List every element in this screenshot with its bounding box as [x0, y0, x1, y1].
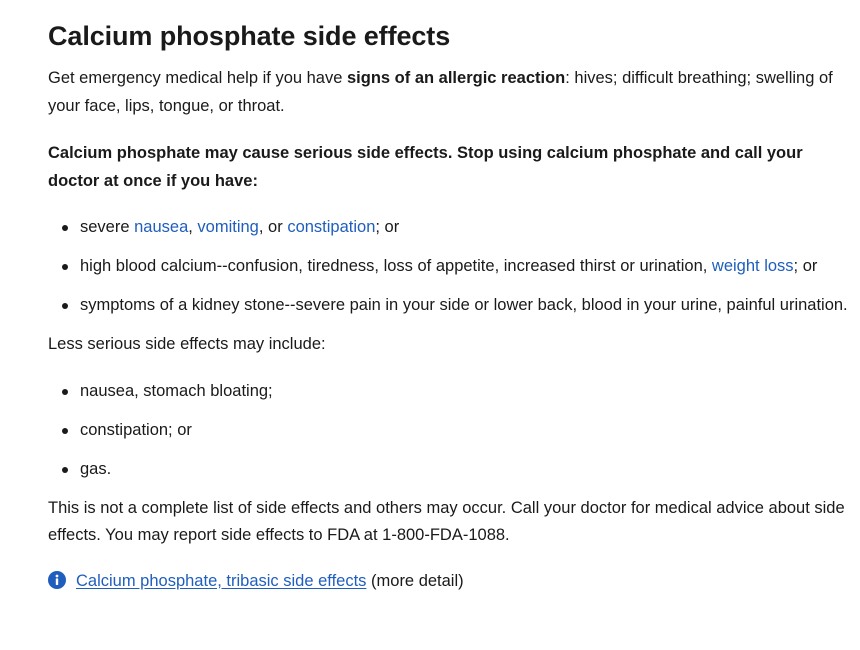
- item-text: severe: [80, 218, 135, 236]
- nausea-link[interactable]: nausea: [134, 218, 189, 236]
- less-serious-intro: Less serious side effects may include:: [48, 335, 326, 353]
- item-text: high blood calcium--confusion, tiredness, loss of appetite, increased thirst or urination,: [80, 257, 712, 275]
- list-item: [48, 253, 848, 281]
- serious-effects-intro: Calcium phosphate may cause serious side effects. Stop using calcium phosphate and call your doctor at once if you have:: [48, 144, 803, 190]
- item-separator: , or: [258, 218, 288, 236]
- item-text: ; or: [375, 218, 400, 236]
- page-title: Calcium phosphate side effects: [48, 21, 451, 51]
- allergic-warning-text-1: Get emergency medical help if you have: [48, 69, 347, 87]
- list-item: gas.: [48, 456, 848, 484]
- info-icon: [48, 571, 66, 589]
- item-text: ; or: [793, 257, 818, 275]
- vomiting-link[interactable]: vomiting: [197, 218, 259, 236]
- allergic-warning-text-2: : hives; difficult breathing; swelling of your face, lips, tongue, or throat.: [48, 69, 833, 115]
- allergic-warning: [48, 65, 848, 120]
- weight-loss-link[interactable]: weight loss: [711, 257, 794, 275]
- disclaimer-note: This is not a complete list of side effects and others may occur. Call your doctor for medical advice about side effects. You may report side effects to FDA at 1-800-FDA-1088.: [48, 498, 845, 544]
- list-item: symptoms of a kidney stone--severe pain in your side or lower back, blood in your urine, painful urination.: [48, 292, 848, 320]
- list-item: constipation; or: [48, 417, 848, 445]
- serious-effects-list: [48, 214, 848, 320]
- list-item: nausea, stomach bloating;: [48, 378, 848, 406]
- more-detail-row: [48, 568, 848, 596]
- more-detail-link[interactable]: Calcium phosphate, tribasic side effects: [76, 571, 367, 590]
- less-serious-list: [48, 378, 848, 484]
- item-separator: ,: [188, 218, 198, 236]
- more-detail-suffix: (more detail): [366, 571, 464, 590]
- list-item: [48, 214, 848, 242]
- allergic-reaction-label: signs of an allergic reaction: [347, 69, 566, 87]
- constipation-link[interactable]: constipation: [287, 218, 376, 236]
